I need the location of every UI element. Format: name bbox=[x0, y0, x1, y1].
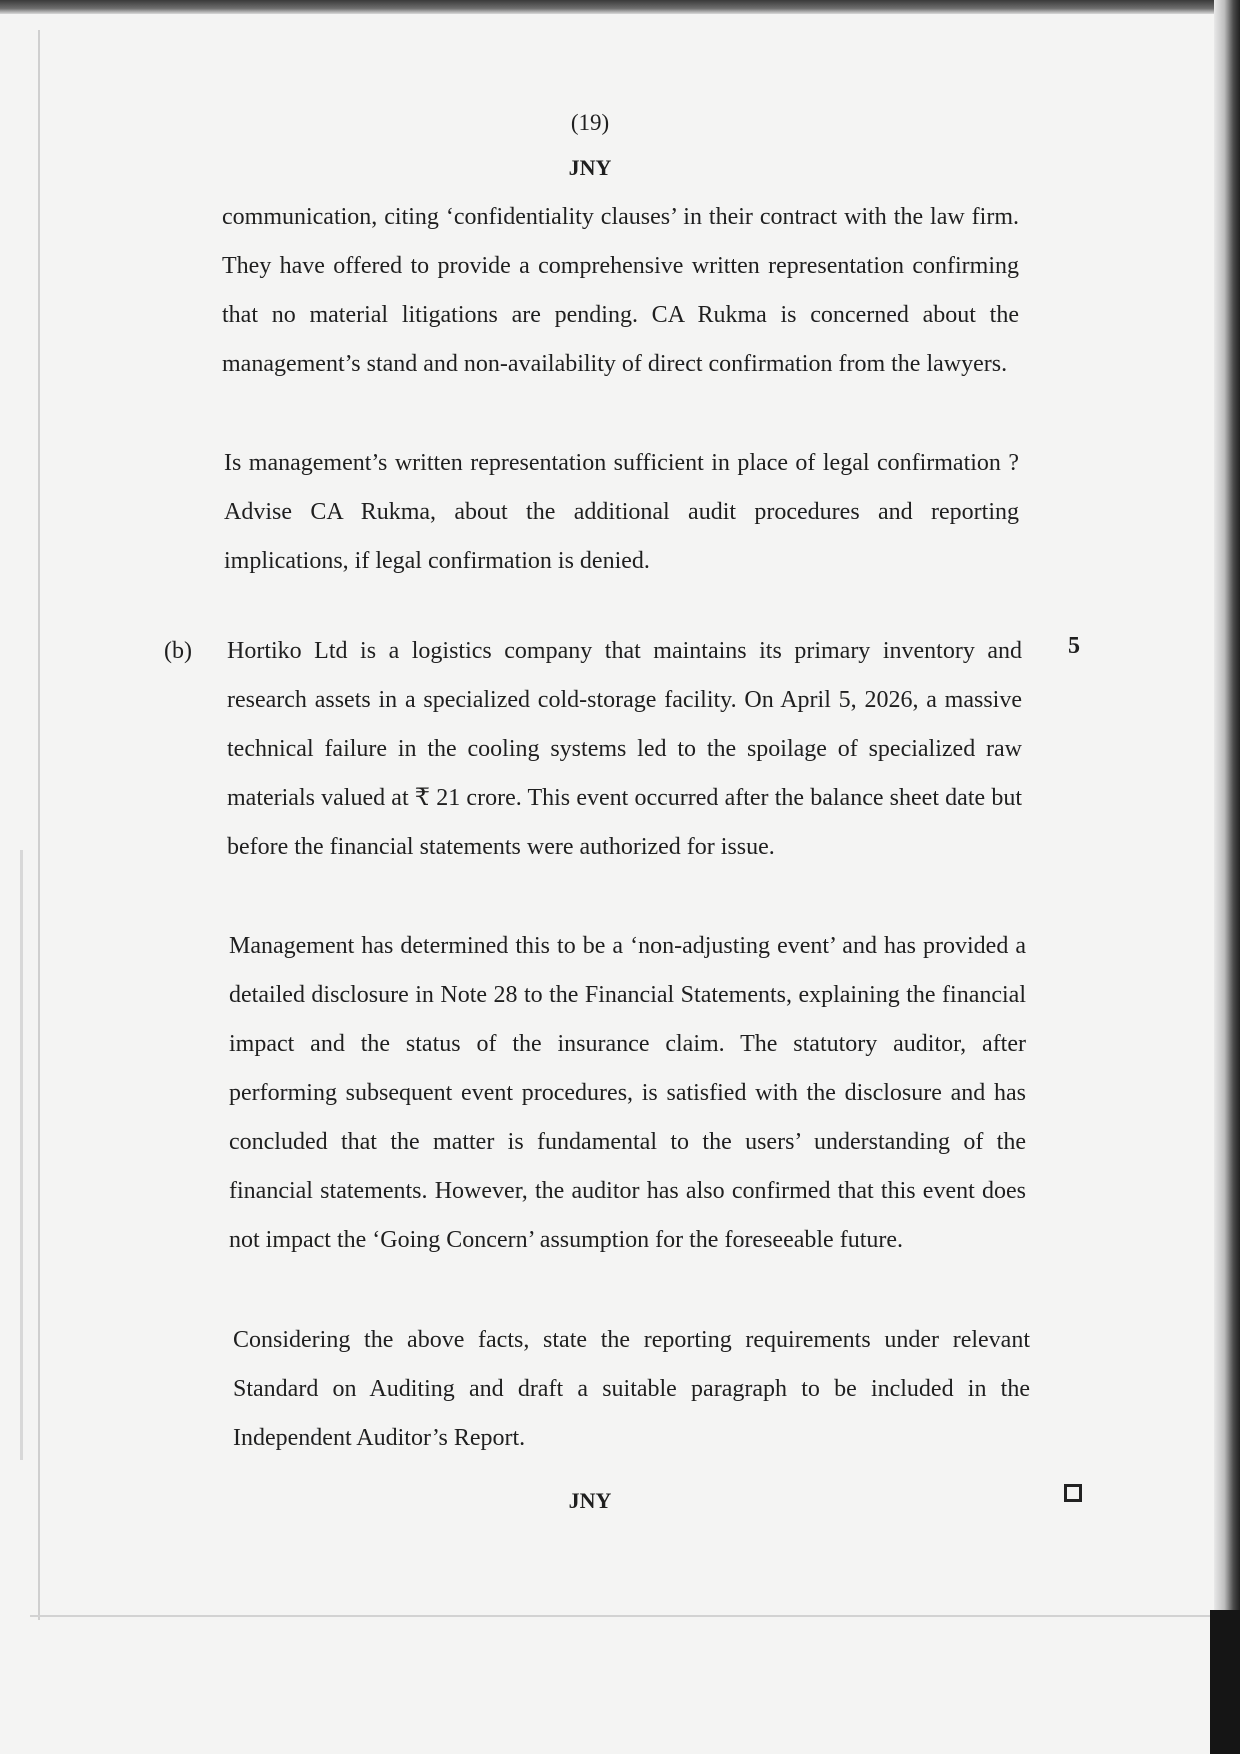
question-b-marks: 5 bbox=[1068, 633, 1080, 659]
question-a-text: Is management’s written representation sufficient in place of legal confirmation ? Advise CA Rukma, about the additional audit procedures and reporting implications, if legal confirmation is denied. bbox=[224, 450, 1019, 574]
question-b-label: (b) bbox=[164, 638, 192, 664]
question-b-text: Considering the above facts, state the reporting requirements under relevant Standard on Auditing and draft a suitable paragraph to be included in the Independent Auditor’s Report. bbox=[233, 1327, 1030, 1451]
page-number: (19) bbox=[570, 110, 610, 135]
paper-code-footer: JNY bbox=[568, 1488, 612, 1513]
paper-bottom-edge bbox=[30, 1615, 1210, 1617]
paper-fold-line bbox=[38, 30, 40, 1620]
paper-code-header: JNY bbox=[568, 155, 612, 180]
continued-paragraph: communication, citing ‘confidentiality clauses’ in their contract with the law firm. They have offered to provide a comprehensive written representation confirming that no material litigations are pending. CA Rukma is concerned about the management’s stand and non-availability of direct confirmation from the lawyers. bbox=[222, 204, 1019, 377]
scan-right-shadow bbox=[1210, 1610, 1240, 1754]
question-b-management-view: Management has determined this to be a ‘non-adjusting event’ and has provided a detailed disclosure in Note 28 to the Financial Statements, explaining the financial impact and the status of the insurance claim. The statutory auditor, after performing subsequent event procedures, is satisfied with the disclosure and has concluded that the matter is fundamental to the users’ understanding of the financial statements. However, the auditor has also confirmed that this event does not impact the ‘Going Concern’ assumption for the foreseeable future. bbox=[229, 933, 1026, 1253]
paper-fold-line-lower bbox=[20, 850, 23, 1460]
scan-top-edge bbox=[0, 0, 1240, 14]
question-b-facts: Hortiko Ltd is a logistics company that maintains its primary inventory and research assets in a specialized cold-storage facility. On April 5, 2026, a massive technical failure in the cooling systems led to the spoilage of specialized raw materials valued at ₹ 21 crore. This event occurred after the balance sheet date but before the financial statements were authorized for issue. bbox=[227, 638, 1022, 860]
hollow-square-icon bbox=[1064, 1484, 1082, 1502]
scan-right-edge bbox=[1214, 0, 1240, 1754]
